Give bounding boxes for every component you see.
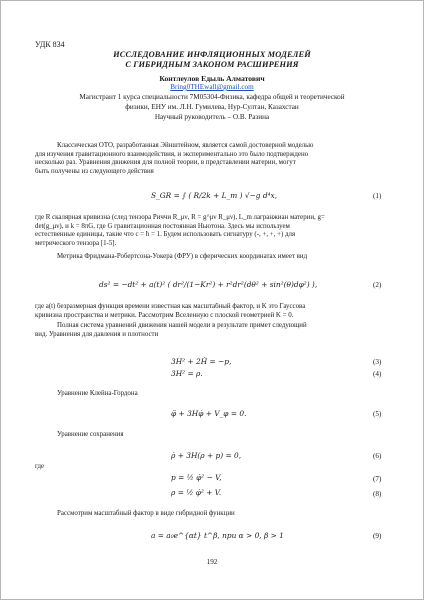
equation-4-number: (4) [373, 370, 382, 378]
equation-7: p = ½ φ̇² − V, [171, 473, 222, 482]
where-label: где [35, 463, 45, 470]
text-line: быть получены из следующего действия [35, 167, 154, 175]
paragraph-scale-factor [35, 303, 393, 320]
title-line-1: ИССЛЕДОВАНИЕ ИНФЛЯЦИОННЫХ МОДЕЛЕЙ [113, 50, 311, 59]
page-number: 192 [206, 558, 218, 566]
udk-code: УДК 834 [35, 40, 65, 49]
equation-6: ρ̇ + 3H(ρ + p) = 0, [171, 451, 242, 460]
paragraph-definitions [35, 214, 393, 248]
text-line: естественные единицы, такие что c = ħ = 1. Будем использовать сигнатуру (-, +, +, +) для [35, 231, 296, 239]
paragraph-system [35, 322, 393, 339]
equation-8-number: (8) [373, 490, 382, 498]
affiliation-line-2: физики, ЕНУ им. Л.Н. Гумилева, Нур-Султан, Казахстан [125, 103, 299, 111]
text-line: Полная система уравнений движения нашей модели в результате примет следующий [57, 322, 307, 329]
title-line-2: С ГИБРИДНЫМ ЗАКОНОМ РАСШИРЕНИЯ [125, 60, 299, 69]
equation-9: a = a₀e^{αt} t^β, при α > 0, β > 1 [151, 531, 284, 540]
equation-7-number: (7) [373, 475, 382, 483]
text-line: вид. Уравнения для давления и плотности [35, 330, 159, 338]
equation-9-number: (9) [373, 532, 382, 540]
equation-2: ds² = −dt² + a(t)² ( dr²/(1−Kr²) + r²dr²(dθ² + sin²(θ)dφ²) ), [99, 280, 318, 289]
equation-2-number: (2) [373, 281, 382, 289]
text-line: det(g_μν), и k = 8πG, где G гравитационная постоянная Ньютона. Здесь мы используем [35, 222, 290, 230]
affiliation-line-1: Магистрант 1 курса специальности 7М05304-Физика, кафедра общей и теоретической [79, 93, 345, 101]
paragraph-metric-intro: Метрика Фридмана-Робертсона-Уокера (ФРУ) в сферических координатах имеет вид [57, 253, 308, 260]
text-line: где R скалярная кривизна (след тензора Риччи R_μν, R = g^μν R_μν), L_m лагранжиан материи, g= [35, 214, 325, 221]
equation-6-number: (6) [373, 452, 382, 460]
text-line: кривизна пространства и метрики. Рассмотрим Вселенную с плоской геометрией K = 0. [35, 311, 294, 319]
text-line: Классическая ОТО, разработанная Эйнштейном, является самой достоверной моделью [57, 142, 314, 149]
paragraph-hybrid-intro: Рассмотрим масштабный фактор в виде гибридной функции [57, 510, 235, 517]
text-line: несколько раз. Уравнения движения для полной теории, в представлении материи, могут [35, 159, 296, 167]
equation-1: S_GR = ∫ ( R/2k + L_m ) √−g d⁴x, [151, 191, 278, 200]
heading-klein-gordon: Уравнение Клейна-Гордона [57, 390, 138, 397]
equation-5: φ̈ + 3Hφ̇ + V_φ = 0. [171, 409, 247, 418]
paragraph-intro [35, 142, 393, 176]
author-email-link[interactable]: Bring0THEwall@gmail.com [170, 83, 254, 91]
equation-3-number: (3) [373, 358, 382, 366]
text-line: метрического тензора [1-5]. [35, 239, 117, 247]
equation-4: 3H² = ρ. [171, 369, 203, 378]
text-line: где a(t) безразмерная функция времени известная как масштабный фактор, и K это Гауссова [35, 303, 306, 310]
supervisor-line: Научный руководитель – О.В. Разина [154, 113, 270, 121]
text-line: для изучения гравитационного взаимодействия, и экспериментально это было подтверждено [35, 150, 309, 158]
author-name: Контлеулов Едыль Алматович [159, 74, 265, 83]
equation-5-number: (5) [373, 410, 382, 418]
heading-conservation: Уравнение сохранения [57, 431, 124, 438]
equation-1-number: (1) [373, 192, 382, 200]
equation-3: 3H² + 2Ḣ = −p, [171, 357, 232, 366]
equation-8: ρ = ½ φ̇² + V. [171, 488, 222, 497]
